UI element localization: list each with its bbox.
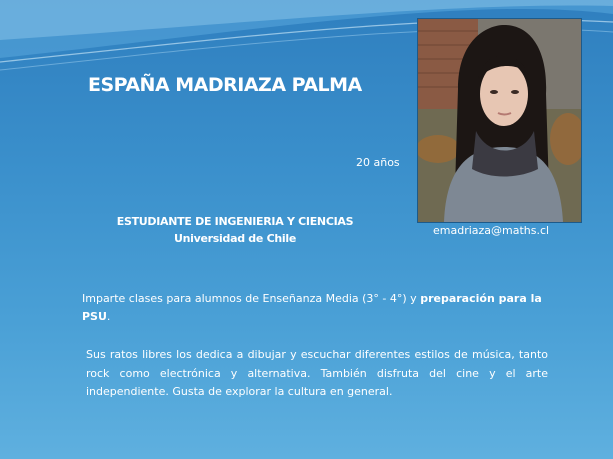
classes-paragraph bbox=[82, 290, 552, 326]
classes-text: Imparte clases para alumnos de Enseñanza Media (3° - 4°) y bbox=[82, 292, 421, 305]
email-address: emadriaza@maths.cl bbox=[433, 224, 550, 237]
person-name: ESPAÑA MADRIAZA PALMA bbox=[88, 74, 362, 96]
occupation-title: ESTUDIANTE DE INGENIERIA Y CIENCIAS bbox=[116, 215, 354, 228]
profile-photo bbox=[417, 18, 582, 223]
hobbies-paragraph: Sus ratos libres los dedica a dibujar y escuchar diferentes estilos de música, tanto rock como electrónica y alternativa. También disfruta del cine y el arte independiente. Gusta de explorar la cultura en general. bbox=[86, 348, 548, 398]
university-name: Universidad de Chile bbox=[174, 232, 296, 245]
classes-text-end: . bbox=[106, 310, 111, 323]
classes-text-bold: preparación para la PSU bbox=[82, 292, 542, 323]
age-label: 20 años bbox=[356, 156, 400, 169]
occupation-block bbox=[100, 213, 370, 247]
